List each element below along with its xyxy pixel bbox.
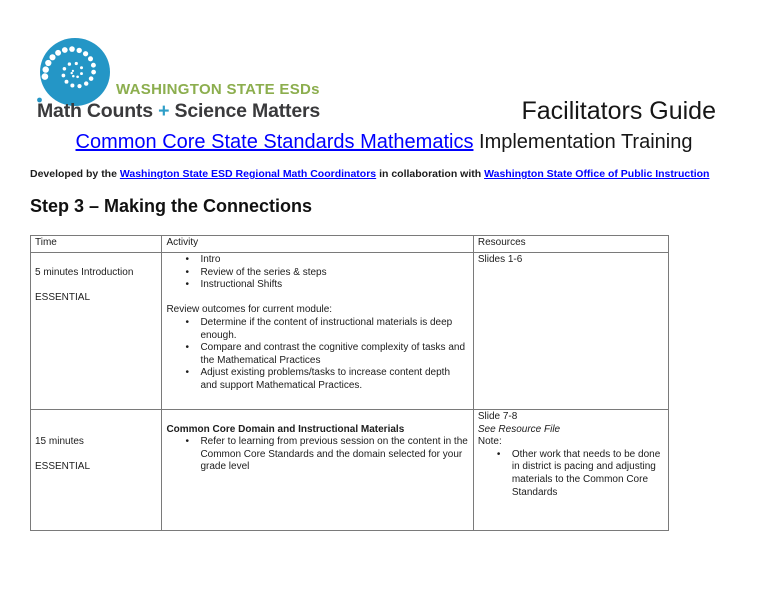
time-essential-label: ESSENTIAL [35, 291, 91, 303]
ccss-mathematics-link[interactable]: Common Core State Standards Mathematics [75, 131, 474, 153]
activity-bullet-list [166, 436, 468, 474]
spacer [35, 254, 157, 267]
tagline-part1: Math Counts [37, 100, 159, 122]
resources-bullet-list [478, 449, 664, 499]
column-header-activity: Activity [162, 236, 473, 253]
step-heading: Step 3 – Making the Connections [30, 196, 313, 216]
tagline-part2: Science Matters [169, 100, 321, 122]
activity-outcomes-list [166, 317, 468, 393]
document-title: Facilitators Guide [521, 97, 716, 125]
esd-spiral-logo-icon [36, 37, 114, 109]
time-duration: 5 minutes Introduction [35, 266, 134, 278]
list-item: • Adjust existing problems/tasks to increase content depth and support Mathematical Practices. [200, 367, 468, 392]
facilitator-guide-table [30, 235, 669, 531]
column-header-time: Time [31, 236, 162, 253]
tagline-plus: + [158, 100, 170, 122]
spacer [35, 411, 157, 424]
ospi-link[interactable]: Washington State Office of Public Instruction [484, 168, 710, 180]
credit-prefix: Developed by the [30, 168, 120, 180]
list-item: • Review of the series & steps [200, 267, 468, 280]
subtitle-rest: Implementation Training [473, 131, 693, 153]
table-row [31, 253, 669, 410]
tagline [37, 100, 320, 123]
time-duration: 15 minutes [35, 436, 84, 448]
esd-coordinators-link[interactable]: Washington State ESD Regional Math Coordinators [119, 168, 377, 180]
resources-cell [473, 253, 668, 410]
list-item: • Compare and contrast the cognitive complexity of tasks and the Mathematical Practices [200, 342, 468, 367]
activity-cell [162, 410, 473, 531]
list-item: • Other work that needs to be done in district is pacing and adjusting materials to the Common Core Standards [512, 449, 664, 499]
activity-bullet-list [166, 254, 468, 292]
spacer [166, 292, 468, 305]
credit-middle: in collaboration with [376, 168, 485, 180]
resources-note-label: Note: [477, 436, 502, 448]
spacer [35, 279, 157, 292]
org-name-text: WASHINGTON STATE ESDs [116, 81, 320, 98]
list-item: • Intro [200, 254, 468, 267]
time-cell [31, 253, 162, 410]
resources-cell [473, 410, 668, 531]
resources-file-note: See Resource File [477, 423, 561, 435]
activity-title: Common Core Domain and Instructional Materials [166, 423, 405, 435]
table-row [31, 410, 669, 531]
list-item: • Refer to learning from previous session on the content in the Common Core Standards and the domain selected for your grade level [200, 436, 468, 474]
column-header-resources: Resources [473, 236, 668, 253]
credit-line [30, 168, 709, 180]
spacer [35, 424, 157, 437]
list-item: • Determine if the content of instructional materials is deep enough. [200, 317, 468, 342]
resources-slides: Slide 7-8 [477, 411, 518, 422]
subtitle-line [0, 131, 768, 154]
activity-paragraph: Review outcomes for current module: [166, 304, 333, 316]
resources-slides: Slides 1-6 [477, 254, 523, 265]
time-cell [31, 410, 162, 531]
spacer [35, 449, 157, 462]
time-essential-label: ESSENTIAL [35, 461, 91, 473]
activity-cell [162, 253, 473, 410]
table-header-row [31, 236, 669, 253]
spacer [166, 411, 468, 424]
list-item: • Instructional Shifts [200, 279, 468, 292]
